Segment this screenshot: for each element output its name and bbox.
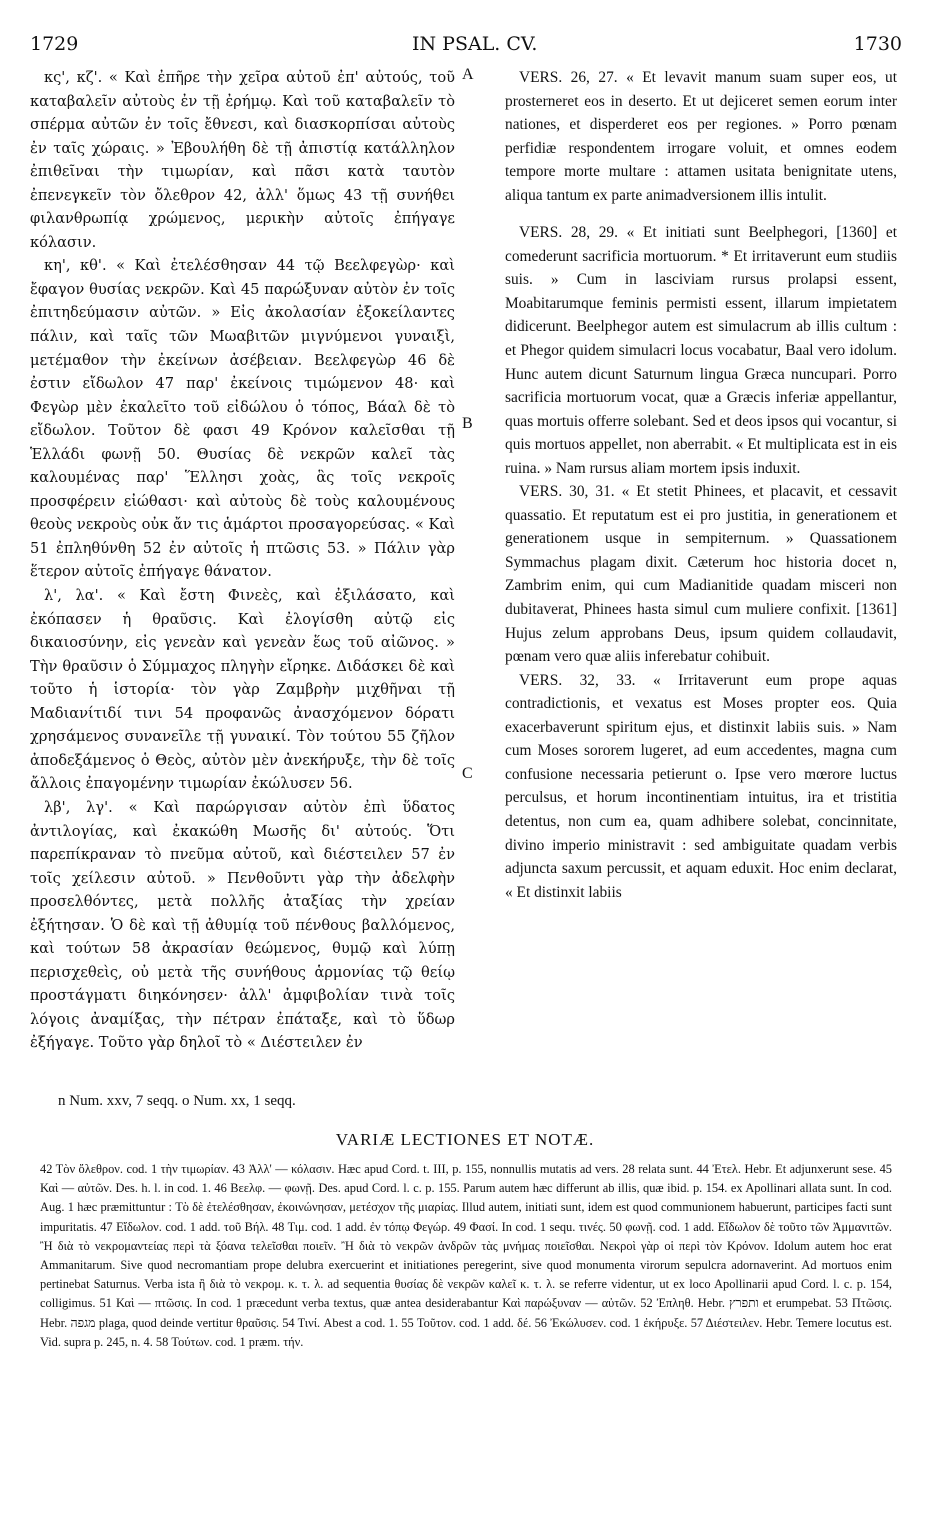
greek-paragraph: λβ', λγ'. « Καὶ παρώργισαν αὐτὸν ἐπὶ ὕδατος ἀντιλογίας, καὶ ἐκακώθη Μωσῆς δι' αὐτούς. Ὅτι παρεπίκραναν τὸ πνεῦμα αὐτοῦ, καὶ διέστειλεν 57 ἐν τοῖς χείλεσιν αὐτοῦ. » Πενθοῦντι γὰρ τὴν ἀδελφὴν προσελθόντες, μετὰ πολλῆς ἀταξίας τὴν χρείαν ἐξήτησαν. Ὁ δὲ καὶ τῇ ἀθυμίᾳ τοῦ πένθους βαλλόμενος, καὶ τούτων 58 ἀκρασίαν θεώμενος, θυμῷ καὶ λύπῃ περισχεθεὶς, οὐ μετὰ τῆς συνήθους ἁρμονίας τῷ θείῳ προστάγματι διηκόνησεν· ἀλλ' ἀμφιβολίαν τινὰ τοῖς λόγοις ἀναμίξας, τὴν πέτραν ἐπάταξε, καὶ τὸ ὕδωρ ἐξήγαγε. Τοῦτο γὰρ δηλοῖ τὸ « Διέστειλεν ἐν <box>30 798 455 1052</box>
notes-block <box>40 1160 892 1352</box>
latin-paragraph: VERS. 28, 29. « Et initiati sunt Beelphegori, [1360] et comederunt sacrificia mortuorum. * Et irritaverunt eum studiis suis. » Cum in lasciviam rursus prolapsi essent, Moabitarumque feminis permisti essent, illarum impietatem didicerunt. Beelphegor autem est simulacrum ab illis cultum : et Phegor quidem simulacri locus vocabatur, Baal vero idolum. Hunc autem dicunt Saturnum lingua Græca nuncupari. Porro sacrificia mortuorum vocat, quæ a Græcis inferiæ appellantur, quas mortuis offerre solebant. Sed et deos ipsos qui vocantur, si quis mortuos appellet, non aberrabit. « Et multiplicata est in eis ruina. » Nam rursus aliam mortem ipsis induxit. <box>505 224 897 477</box>
greek-column <box>30 66 455 1055</box>
notes-heading: VARIÆ LECTIONES ET NOTÆ. <box>335 1130 595 1149</box>
greek-paragraph: κη', κθ'. « Καὶ ἐτελέσθησαν 44 τῷ Βεελφεγὼρ· καὶ ἔφαγον θυσίας νεκρῶν. Καὶ 45 παρώξυναν αὐτὸν ἐν τοῖς ἐπιτηδεύμασιν αὐτῶν. » Εἰς ἀκολασίαν ἐξοκείλαντες πάλιν, καὶ ταῖς τῶν Μωαβιτῶν μιγνύμενοι γυναιξὶ, μετέμαθον τὴν ἐκείνων ἀσέβειαν. Βεελφεγὼρ 46 δὲ ἐστιν εἴδωλον 47 παρ' ἐκείνοις τιμώμενον 48· καὶ Φεγὼρ μὲν ἐκαλεῖτο τοῦ εἰδώλου ὁ τόπος, Βάαλ δὲ τὸ εἴδωλον. Τοῦτον δὲ φασι 49 Κρόνον καλεῖσθαι τῇ Ἑλλάδι φωνῇ 50. Θυσίας δὲ νεκρῶν καλεῖ τὰς καλουμένας παρ' Ἕλλησι χοὰς, ἃς τοῖς νεκροῖς προσφέρειν εἰώθασι· καὶ αὐτοὺς δὲ τοὺς καλουμένους θεοὺς νεκροὺς οὐκ ἄν τις ἁμάρτοι προσαγορεύσας. « Καὶ 51 ἐπληθύνθη 52 ἐν αὐτοῖς ἡ πτῶσις 53. » Πάλιν γὰρ ἕτερον αὐτοῖς ἐπήγαγε θάνατον. <box>30 257 455 581</box>
notes-text: 42 Τὸν ὄλεθρον. cod. 1 τὴν τιμωρίαν. 43 Ἀλλ' — κόλασιν. Hæc apud Cord. t. III, p. 155, nonnullis mutatis ad vers. 28 relata sunt. 44 Ἐτελ. Hebr. Et adjunxerunt sese. 45 Καὶ — αὐτῶν. Des. h. l. in cod. 1. 46 Βεελφ. — φωνῇ. Des. apud Cord. l. c. p. 155. Parum autem hæc differunt ab illis, quæ ibid. p. 154. ex Apollinari allata sunt. In cod. Aug. 1 hæc præmittuntur : Τὸ δὲ ἐτελέσθησαν, ἐκοινώνησαν, μετέσχον τῆς μιαρίας. Illud autem, initiati sunt, idem est quod communionem habuerunt, participes facti sunt impuritatis. 47 Εἴδωλον. cod. 1 add. τοῦ Βήλ. 48 Τιμ. cod. 1 add. ἐν τόπῳ Φεγώρ. 49 Φασί. In cod. 1 sequ. τινές. 50 φωνῇ. cod. 1 add. Εἴδωλον δὲ τοῦτο τῶν Ἀμμανιτῶν. Ἢ διὰ τὸ νεκρομαντείας περὶ τὰ ξόανα τελεῖσθαι ποιεῖν. Ἢ διὰ τὸ νεκρῶν ἀνδρῶν τὰς μνήμας ποιεῖσθαι. Νεκροὶ γὰρ οἱ περὶ τὸν Κρόνον. Idolum autem hoc erat Ammanitarum. Sive quod necromantiam prope delubra exercuerint et initiationes peregerint, sive quod monumenta virorum sepulcra adornaverint. Ad mortuos enim pertinebat Saturnus. Verba ista ἢ διὰ τὸ νεκρομ. κ. τ. λ. ad sequentia θυσίας δὲ νεκρῶν καλεῖ κ. τ. λ. se referre videntur, ut ex loco Apollinarii apud Cord. l. c. p. 154, colligimus. 51 Καὶ — πτῶσις. In cod. 1 præcedunt verba textus, quæ antea desiderabantur Καὶ παρώξυναν — αὐτῶν. 52 Ἐπληθ. Hebr. ותפרץ et erumpebat. 53 Πτῶσις. Hebr. מגפה plaga, quod deinde vertitur θραῦσις. 54 Τινί. Abest a cod. 1. 55 Τοῦτον. cod. 1 add. δέ. 56 Ἐκώλυσεν. cod. 1 ἐκήρυξε. 57 Διέστειλεν. Hebr. Temere locutus est. Vid. supra p. 245, n. 4. 58 Τούτων. cod. 1 præm. τήν. <box>40 1162 893 1349</box>
latin-paragraph: VERS. 32, 33. « Irritaverunt eum prope aquas contradictionis, et vexatus est Moses propter eos. Quia exacerbaverunt spiritum ejus, et distinxit labiis suis. » Nam cum Moses sororem lugeret, ad eum accedentes, magna cum confusione necessaria petierunt o. Ipse vero mœrore luctus perculsus, et horum incontinentiam intuitus, ira et tristitia detentus, non cum ea, quam adhibere solebat, concinnitate, divino imperio ministravit : sed ambiguitate quadam verbis adjuncta saxum percussit, et aquam eduxit. Hoc enim declarat, « Et distinxit labiis <box>505 671 897 901</box>
right-column-number: 1730 <box>853 33 902 55</box>
margin-letter-c: C <box>462 765 473 782</box>
greek-paragraph: κς', κζ'. « Καὶ ἐπῆρε τὴν χεῖρα αὐτοῦ ἐπ' αὐτούς, τοῦ καταβαλεῖν αὐτοὺς ἐν τῇ ἐρήμῳ. Καὶ τοῦ καταβαλεῖν τὸ σπέρμα αὐτῶν ἐν τοῖς ἔθνεσι, καὶ διασκορπίσαι αὐτοὺς ἐν ταῖς χώραις. » Ἐβουλήθη δὲ τῇ ἀπιστίᾳ κατάλληλον ἐπιθεῖναι τὴν τιμωρίαν, καὶ πᾶσι κατὰ ταυτὸν ἐπενεγκεῖν τὸν ὄλεθρον 42, ἀλλ' ὅμως 43 τῇ συνήθει φιλανθρωπίᾳ χρώμενος, μερικὴν αὐτοῖς ἐπήγαγε κόλασιν. <box>30 69 455 251</box>
margin-letter-a: A <box>462 66 474 83</box>
left-column-number: 1729 <box>30 33 79 55</box>
running-header <box>30 33 902 57</box>
latin-column <box>505 66 897 904</box>
biblical-references: n Num. xxv, 7 seqq. o Num. xx, 1 seqq. <box>58 1093 296 1109</box>
margin-letter-b: B <box>462 415 473 432</box>
greek-paragraph: λ', λα'. « Καὶ ἔστη Φινεὲς, καὶ ἐξιλάσατο, καὶ ἐκόπασεν ἡ θραῦσις. Καὶ ἐλογίσθη αὐτῷ εἰς δικαιοσύνην, εἰς γενεὰν καὶ γενεὰν ἕως τοῦ αἰῶνος. » Τὴν θραῦσιν ὁ Σύμμαχος πληγὴν εἴρηκε. Διδάσκει δὲ καὶ τοῦτο ἡ ἱστορία· τὸν γὰρ Ζαμβρὴν μιχθῆναι τῇ Μαδιανίτιδί τινι 54 προφανῶς ἀνασχόμενον δόρατι χρησάμενος συνανεῖλε τῇ γυναικί. Τὸν τούτου 55 ζῆλον ἀποδεξάμενος ὁ Θεὸς, αὐτὸν μὲν ἀνεκήρυξε, τὴν δὲ τοῖς ἄλλοις ἐπαγομένην τιμωρίαν ἐκώλυσεν 56. <box>30 587 455 793</box>
latin-paragraph: VERS. 26, 27. « Et levavit manum suam super eos, ut prosterneret eos in deserto. Et ut dejiceret semen eorum inter nationes, et disperderet eos per regiones. » Porro pœnam perfidiæ respondentem irrogare voluit, et omnes eodem tempore morte multare : attamen usitata benignitate utens, aliqua tantum ex parte animadversionem illis intulit. <box>505 69 897 204</box>
page-title: IN PSAL. CV. <box>412 33 538 55</box>
latin-paragraph: VERS. 30, 31. « Et stetit Phinees, et placavit, et cessavit quassatio. Et reputatum est ei pro justitia, in generationem et generationem usque in sempiternum. » Quassationem Symmachus plagam dixit. Cæterum hoc historia docet n, Zambrim enim, qui cum Madianitide quadam misceri non dubitaverat, Phinees hasta simul cum muliere confixit. [1361] Hujus zelum approbans Deus, ipsum quidem collaudavit, pœnam vero quæ aliis inferebatur cohibuit. <box>505 483 897 666</box>
